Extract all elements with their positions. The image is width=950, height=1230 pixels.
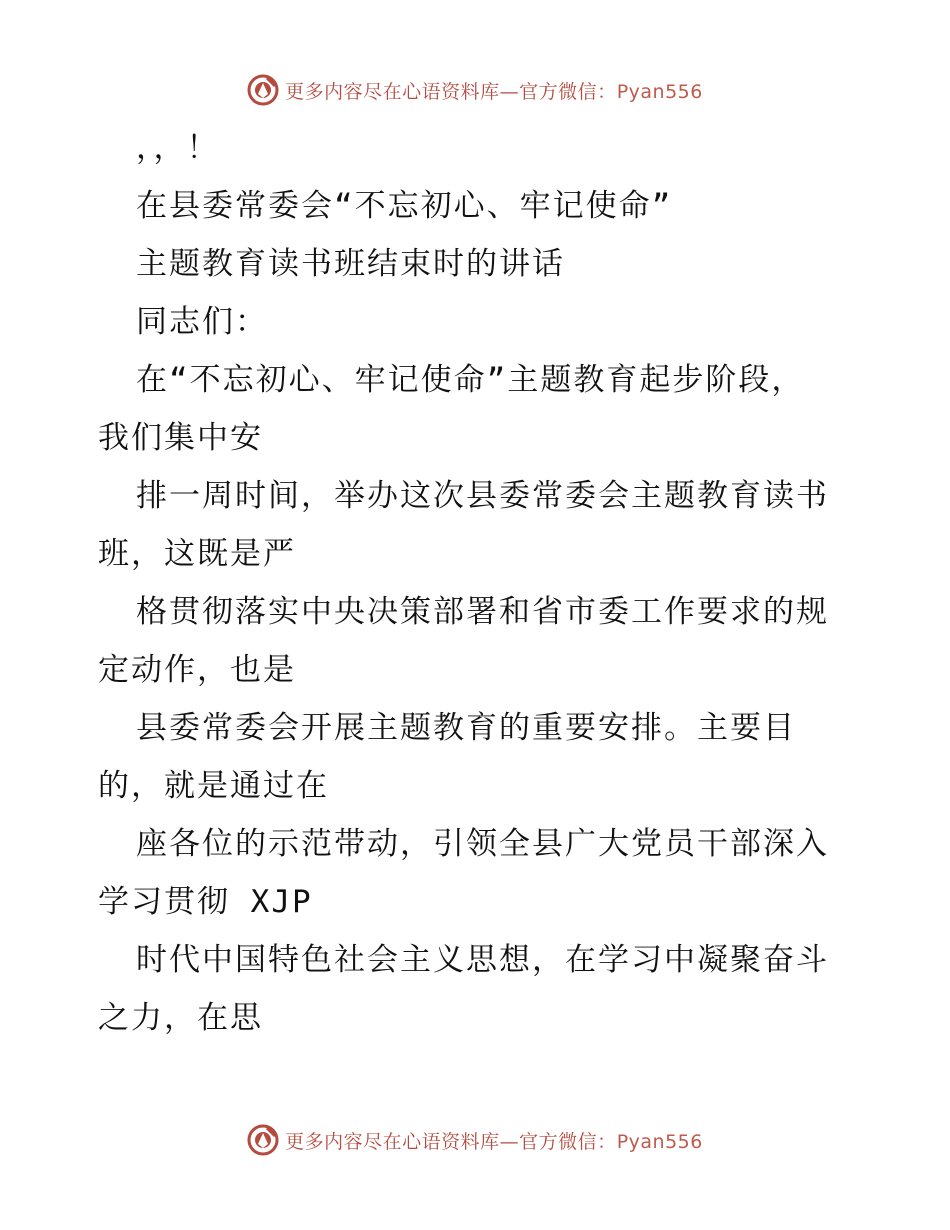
salutation: 同志们： [136, 304, 268, 340]
header-watermark-banner [0, 70, 950, 110]
body-line: 县委常委会开展主题教育的重要安排。主要目 [136, 710, 796, 746]
speech-title-line-2: 主题教育读书班结束时的讲话 [136, 246, 565, 282]
body-line: 格贯彻落实中央决策部署和省市委工作要求的规 [136, 594, 829, 630]
pen-nib-logo-icon [247, 74, 279, 106]
pen-nib-logo-icon [247, 1124, 279, 1156]
header-site-name: 更多内容尽在心语资料库 [285, 80, 500, 103]
footer-separator: — [499, 1130, 520, 1153]
body-line: 学习贯彻 XJP [98, 884, 313, 920]
footer-banner-text [285, 1127, 703, 1154]
footer-site-name: 更多内容尽在心语资料库 [285, 1130, 500, 1153]
body-line: 的，就是通过在 [98, 768, 329, 804]
footer-wechat-id: Pyan556 [616, 1130, 703, 1153]
body-line: 定动作，也是 [98, 652, 296, 688]
body-line: 在“不忘初心、牢记使命”主题教育起步阶段， [136, 362, 805, 398]
body-line: 我们集中安 [98, 420, 263, 456]
body-line: 班，这既是严 [98, 536, 296, 572]
speech-title-line-1: 在县委常委会“不忘初心、牢记使命” [136, 188, 673, 224]
body-line: ，，！ [136, 130, 220, 166]
header-separator: — [499, 80, 520, 103]
footer-watermark-banner [0, 1120, 950, 1160]
header-wechat-id: Pyan556 [616, 80, 703, 103]
footer-wechat-label: 官方微信： [519, 1130, 617, 1153]
header-wechat-label: 官方微信： [519, 80, 617, 103]
body-line: 之力，在思 [98, 1000, 263, 1036]
body-line: 排一周时间，举办这次县委常委会主题教育读书 [136, 478, 829, 514]
body-line: 时代中国特色社会主义思想，在学习中凝聚奋斗 [136, 942, 829, 978]
header-banner-text [285, 77, 703, 104]
body-line: 座各位的示范带动，引领全县广大党员干部深入 [136, 826, 829, 862]
